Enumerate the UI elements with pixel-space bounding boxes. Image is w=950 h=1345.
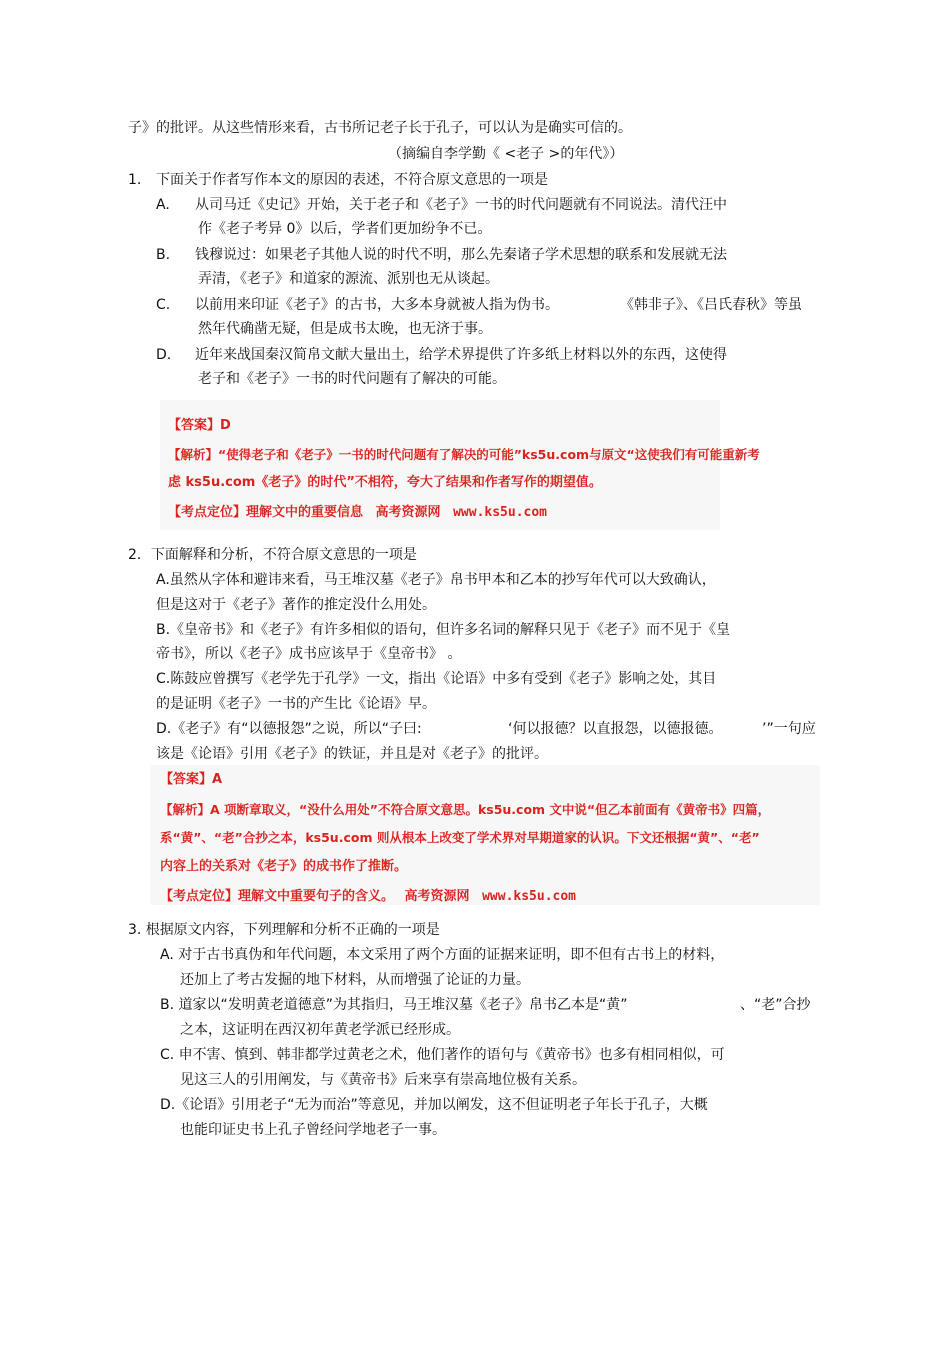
q2-answer: 【答案】A [160,772,223,787]
q3-option-c-line2: 见这三人的引用阐发，与《黄帝书》后来享有崇高地位极有关系。 [180,1072,586,1088]
q1-option-c-line1: 以前用来印证《老子》的古书，大多本身就被人指为伪书。 [195,297,559,313]
q3-option-d-line1: D.《论语》引用老子“无为而治”等意见，并加以阐发，这不但证明老子年长于孔子，大概 [160,1097,708,1113]
q2-analysis-line1: 【解析】A 项断章取义，“没什么用处”不符合原文意思。ks5u.com 文中说“但乙本前面有《黄帝书》四篇， [160,802,771,817]
q2-option-a-line2: 但是这对于《老子》著作的推定没什么用处。 [156,597,436,613]
q2-option-d-line1: D.《老子》有“以德报怨”之说，所以“子曰: [156,721,422,737]
q1-kaodian [168,504,547,522]
brand-name: 高考资源网 [375,505,441,520]
brand-url: www.ks5u.com [482,889,577,904]
q1-analysis-line2: 虑 ks5u.com《老子》的时代”不相符，夸大了结果和作者写作的期望值。 [168,475,602,490]
q1-option-a-line1: 从司马迁《史记》开始，关于老子和《老子》一书的时代问题就有不同说法。清代汪中 [195,197,727,213]
kaodian-label: 【考点定位】理解文中重要句子的含义。 [160,889,395,904]
q1-option-b-line2: 弄清，《老子》和道家的源流、派别也无从谈起。 [198,271,499,287]
q1-option-label: C. [156,297,171,313]
q2-option-c-line2: 的是证明《老子》一书的产生比《论语》早。 [156,696,436,712]
q3-stem: 3. 根据原文内容，下列理解和分析不正确的一项是 [128,922,440,938]
q2-analysis-line2: 系“黄”、“老”合抄之本，ks5u.com 则从根本上改变了学术界对早期道家的认识。下文还根据“黄”、“老” [160,830,760,845]
q2-kaodian [160,888,576,906]
q2-option-b-line1: B.《皇帝书》和《老子》有许多相似的语句，但许多名词的解释只见于《老子》而不见于《皇 [156,622,731,638]
source-citation: （摘编自李学勤《 <老子 >的年代》） [388,146,624,162]
q1-option-c-line1b: 《韩非子》、《吕氏春秋》等虽 [620,297,802,313]
q2-option-a-line1: A.虽然从字体和避讳来看，马王堆汉墓《老子》帛书甲本和乙本的抄写年代可以大致确认， [156,572,716,588]
q1-option-c-line2: 然年代确凿无疑，但是成书太晚，也无济于事。 [198,321,492,337]
q1-option-a-line2: 作《老子考异 0》以后，学者们更加纷争不已。 [198,221,492,237]
q3-option-a-line2: 还加上了考古发掘的地下材料，从而增强了论证的力量。 [180,972,530,988]
kaodian-label: 【考点定位】理解文中的重要信息 [168,505,364,520]
q1-option-d-line1: 近年来战国秦汉简帛文献大量出土，给学术界提供了许多纸上材料以外的东西，这使得 [195,347,727,363]
q1-option-d-line2: 老子和《老子》一书的时代问题有了解决的可能。 [198,371,506,387]
q2-option-d-line2: 该是《论语》引用《老子》的铁证，并且是对《老子》的批评。 [156,746,548,762]
q3-option-b-line2: 之本，这证明在西汉初年黄老学派已经形成。 [180,1022,460,1038]
brand-name: 高考资源网 [404,889,470,904]
q1-option-label: A. [156,197,170,213]
q1-option-label: D. [156,347,172,363]
q3-option-b-line1: B. 道家以“发明黄老道德意”为其指归，马王堆汉墓《老子》帛书乙本是“黄” [160,997,628,1013]
q2-stem: 2．下面解释和分析，不符合原文意思的一项是 [128,547,417,563]
q1-analysis-line1: 【解析】“使得老子和《老子》一书的时代问题有了解决的可能”ks5u.com与原文“这使我们有可能重新考 [168,447,760,462]
q2-option-d-line1c: ’”一句应 [762,721,816,737]
q1-option-label: B. [156,247,171,263]
intro-line: 子》的批评。从这些情形来看，古书所记老子长于孔子，可以认为是确实可信的。 [128,120,632,136]
q2-analysis-line3: 内容上的关系对《老子》的成书作了推断。 [160,859,408,874]
q3-option-c-line1: C. 申不害、慎到、韩非都学过黄老之术，他们著作的语句与《黄帝书》也多有相同相似，可 [160,1047,725,1063]
q3-option-b-line1b: 、“老”合抄 [740,997,811,1013]
q1-stem: 下面关于作者写作本文的原因的表述，不符合原文意思的一项是 [156,172,548,188]
brand-url: www.ks5u.com [453,505,548,520]
q1-answer: 【答案】D [168,418,231,433]
q3-option-d-line2: 也能印证史书上孔子曾经问学地老子一事。 [180,1122,446,1138]
q3-option-a-line1: A. 对于古书真伪和年代问题，本文采用了两个方面的证据来证明，即不但有古书上的材料， [160,947,725,963]
q1-number: 1. [128,172,142,188]
q2-option-b-line2: 帝书》，所以《老子》成书应该早于《皇帝书》 。 [156,646,462,662]
q2-option-d-line1b: ‘何以报德？以直报怨，以德报德。 [508,721,723,737]
q1-option-b-line1: 钱穆说过：如果老子其他人说的时代不明，那么先秦诸子学术思想的联系和发展就无法 [195,247,727,263]
q2-option-c-line1: C.陈鼓应曾撰写《老学先于孔学》一文，指出《论语》中多有受到《老子》影响之处，其目 [156,671,717,687]
